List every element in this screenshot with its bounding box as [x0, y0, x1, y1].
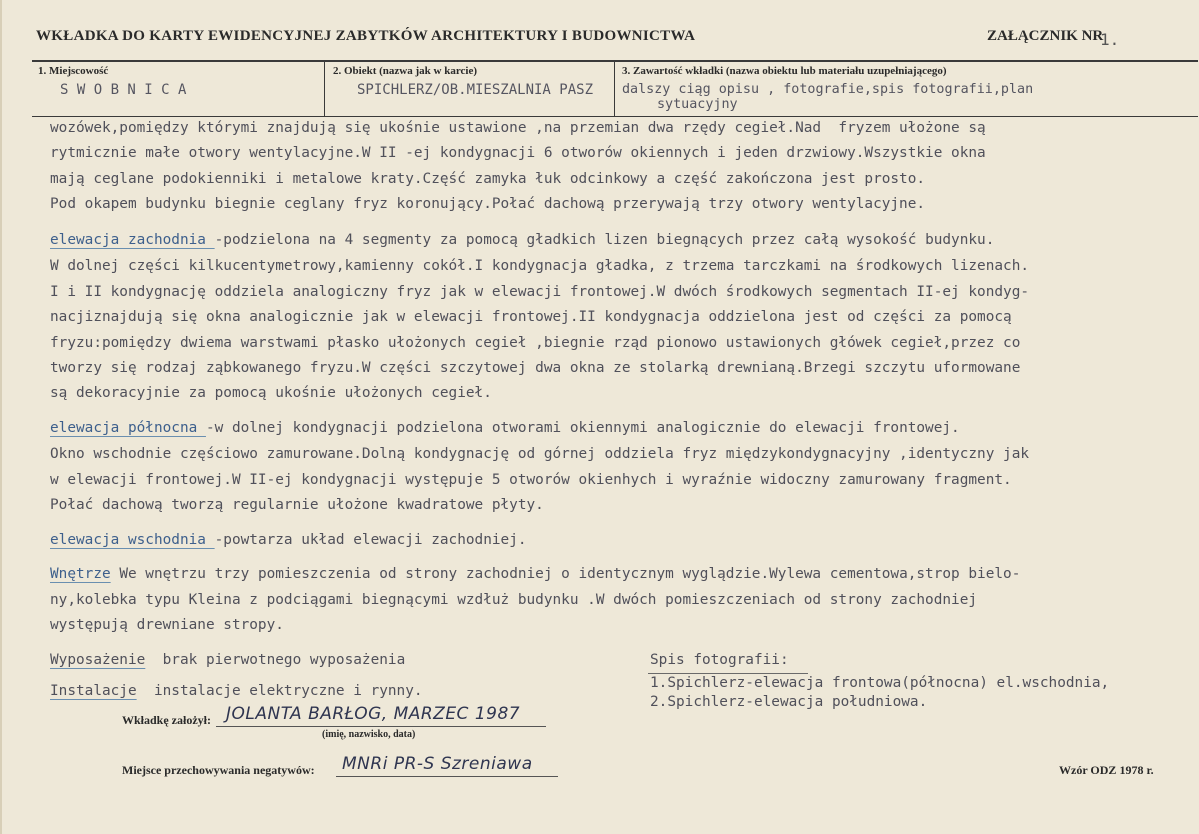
field-1-value: S W O B N I C A [60, 82, 187, 98]
north-elevation-line: elewacja północna -w dolnej kondygnacji podzielona otworami okiennymi analogicznie do elewacji frontowej. [50, 420, 960, 436]
document-title: WKŁADKA DO KARTY EWIDENCYJNEJ ZABYTKÓW ARCHITEKTURY I BUDOWNICTWA [36, 28, 696, 44]
text-line: Okno wschodnie częściowo zamurowane.Dolną kondygnację od górnej oddziela fryz międzykondygnacyjny ,identyczny jak [50, 446, 1030, 462]
interior-heading: Wnętrze [50, 566, 111, 582]
form-id: Wzór ODZ 1978 r. [1059, 763, 1154, 777]
field-divider-1 [324, 60, 325, 116]
storage-signature: MNRi PR-S Szreniawa [342, 754, 533, 774]
east-elevation-line: elewacja wschodnia -powtarza układ elewacji zachodniej. [50, 532, 527, 548]
annex-number: 1. [1100, 30, 1120, 49]
text-line: W dolnej części kilkucentymetrowy,kamienny cokół.I kondygnacja gładka, z trzema tarczkami na środkowych lizenach. [50, 258, 1030, 274]
storage-label: Miejsce przechowywania negatywów: [122, 763, 315, 777]
photo-item: 2.Spichlerz-elewacja południowa. [650, 694, 928, 710]
installations-heading: Instalacje [50, 683, 137, 699]
text-line: występują drewniane stropy. [50, 617, 284, 633]
photos-heading: Spis fotografii: [650, 652, 789, 668]
installations-line: Instalacje instalacje elektryczne i rynny. [50, 683, 423, 699]
text-line: tworzy się rodzaj ząbkowanego fryzu.W części szczytowej dwa okna ze stolarką drewnianą.Brzegi szczytu uformowane [50, 360, 1021, 376]
equipment-line: Wyposażenie brak pierwotnego wyposażenia [50, 652, 406, 668]
photo-item: 1.Spichlerz-elewacja frontowa(północna) el.wschodnia, [650, 675, 1110, 691]
field-3-label: 3. Zawartość wkładki (nazwa obiektu lub materiału uzupełniającego) [622, 65, 947, 77]
annex-label: ZAŁĄCZNIK NR [987, 28, 1104, 44]
text-line: Pod okapem budynku biegnie ceglany fryz koronujący.Połać dachową przerywają trzy otwory wentylacyjne. [50, 196, 926, 212]
text-line: są dekoracyjnie za pomocą ukośnie ułożonych cegieł. [50, 385, 492, 401]
text-line: ny,kolebka typu Kleina z podciągami biegnącymi wzdłuż budynku .W dwóch pomieszczeniach od strony zachodniej [50, 592, 978, 608]
text-line: mają ceglane podokienniki i metalowe kraty.Część zamyka łuk odcinkowy a część zakończona jest prosto. [50, 171, 926, 187]
north-elevation-heading: elewacja północna [50, 420, 206, 436]
text-line: Połać dachową tworzą regularnie ułożone kwadratowe płyty. [50, 497, 544, 513]
west-elevation-heading: elewacja zachodnia [50, 232, 215, 248]
west-elevation-line: elewacja zachodnia -podzielona na 4 segmenty za pomocą gładkich lizen biegnących przez całą wysokość budynku. [50, 232, 995, 248]
text-line: w elewacji frontowej.W II-ej kondygnacji występuje 5 otworów okienhych i wyraźnie widoczny zamurowany fragment. [50, 472, 1012, 488]
founded-note: (imię, nazwisko, data) [322, 729, 416, 740]
field-divider-2 [614, 60, 615, 116]
field-3-value-line1: dalszy ciąg opisu , fotografie,spis fotografii,plan [622, 82, 1034, 97]
text-line: fryzu:pomiędzy dwiema warstwami płasko ułożonych cegieł ,biegnie rząd pionowo ustawionych główek cegieł,przez co [50, 335, 1021, 351]
text-line: rytmicznie małe otwory wentylacyjne.W II -ej kondygnacji 6 otworów okiennych i jeden drzwiowy.Wszystkie okna [50, 145, 986, 161]
storage-underline [336, 776, 558, 777]
east-elevation-heading: elewacja wschodnia [50, 532, 215, 548]
equipment-heading: Wyposażenie [50, 652, 146, 668]
text-line: I i II kondygnację oddziela analogiczny fryz jak w elewacji frontowej.W dwóch środkowych segmentach II-ej kondyg- [50, 284, 1030, 300]
photos-heading-rule [648, 673, 808, 674]
founded-signature: JOLANTA BARŁOG, MARZEC 1987 [226, 704, 521, 724]
founded-underline [216, 726, 546, 727]
field-1-label: 1. Miejscowość [38, 65, 109, 77]
header-rule [32, 60, 1198, 62]
interior-line: Wnętrze We wnętrzu trzy pomieszczenia od strony zachodniej o identycznym wyglądzie.Wylewa cementowa,strop bielo- [50, 566, 1021, 582]
field-3-value-line2: sytuacyjny [657, 97, 738, 112]
text-line: nacjiznajdują się okna analogicznie jak w elewacji frontowej.II kondygnacja oddzielona jest od części za pomocą [50, 309, 1012, 325]
field-2-value: SPICHLERZ/OB.MIESZALNIA PASZ [357, 82, 594, 98]
field-2-label: 2. Obiekt (nazwa jak w karcie) [333, 65, 478, 77]
fields-rule [32, 116, 1198, 117]
text-line: wozówek,pomiędzy którymi znajdują się ukośnie ustawione ,na przemian dwa rzędy cegieł.Nad fryzem ułożone są [50, 120, 986, 136]
founded-label: Wkładkę założył: [122, 713, 211, 727]
